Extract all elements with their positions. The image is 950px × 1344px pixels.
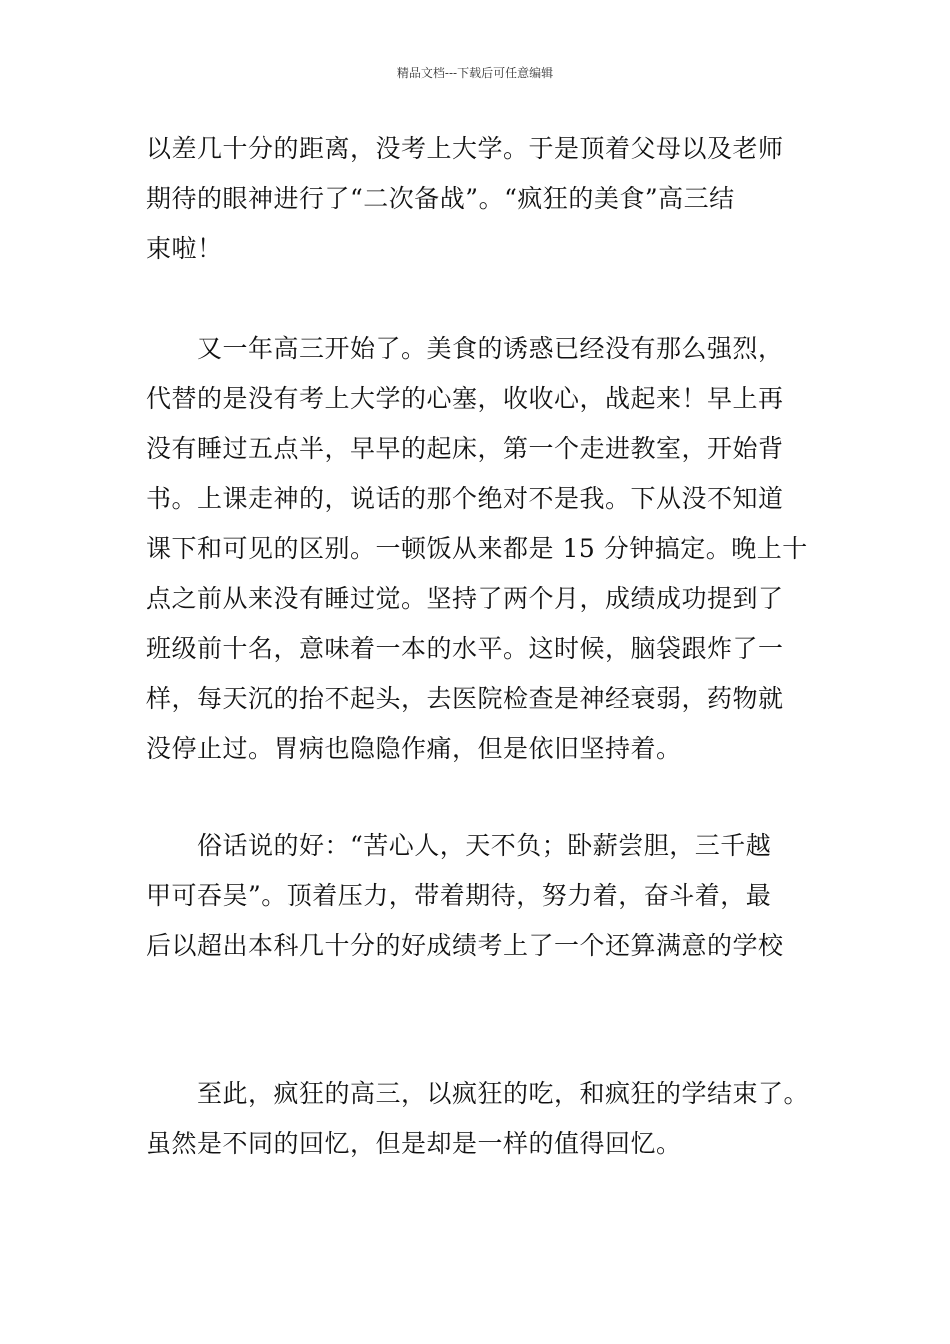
text-line: 又一年高三开始了。美食的诱惑已经没有那么强烈，	[146, 334, 784, 363]
text-line: 俗话说的好：“苦心人，天不负；卧薪尝胆，三千越	[146, 831, 772, 860]
text-line: 束啦！	[146, 234, 223, 263]
text-line: 班级前十名，意味着一本的水平。这时候，脑袋跟炸了一	[146, 634, 784, 663]
text-line: 点之前从来没有睡过觉。坚持了两个月，成绩成功提到了	[146, 584, 784, 613]
text-line: 代替的是没有考上大学的心塞，收收心，战起来！早上再	[146, 384, 784, 413]
text-line: 甲可吞吴”。顶着压力，带着期待，努力着，奋斗着，最	[146, 881, 772, 910]
text-line: 期待的眼神进行了“二次备战”。“疯狂的美食”高三结	[146, 184, 735, 213]
text-line: 虽然是不同的回忆，但是却是一样的值得回忆。	[146, 1129, 682, 1158]
text-line: 样，每天沉的抬不起头，去医院检查是神经衰弱，药物就	[146, 684, 784, 713]
text-line: 后以超出本科几十分的好成绩考上了一个还算满意的学校	[146, 931, 784, 960]
text-line: 至此，疯狂的高三，以疯狂的吃，和疯狂的学结束了。	[146, 1079, 810, 1108]
text-line: 课下和可见的区别。一顿饭从来都是 15 分钟搞定。晚上十	[146, 534, 808, 563]
text-line: 书。上课走神的，说话的那个绝对不是我。下从没不知道	[146, 484, 784, 513]
page-header: 精品文档---下载后可任意编辑	[396, 66, 554, 80]
text-line: 以差几十分的距离，没考上大学。于是顶着父母以及老师	[146, 134, 784, 163]
text-line: 没停止过。胃病也隐隐作痛，但是依旧坚持着。	[146, 734, 682, 763]
text-line: 没有睡过五点半，早早的起床，第一个走进教室，开始背	[146, 434, 784, 463]
